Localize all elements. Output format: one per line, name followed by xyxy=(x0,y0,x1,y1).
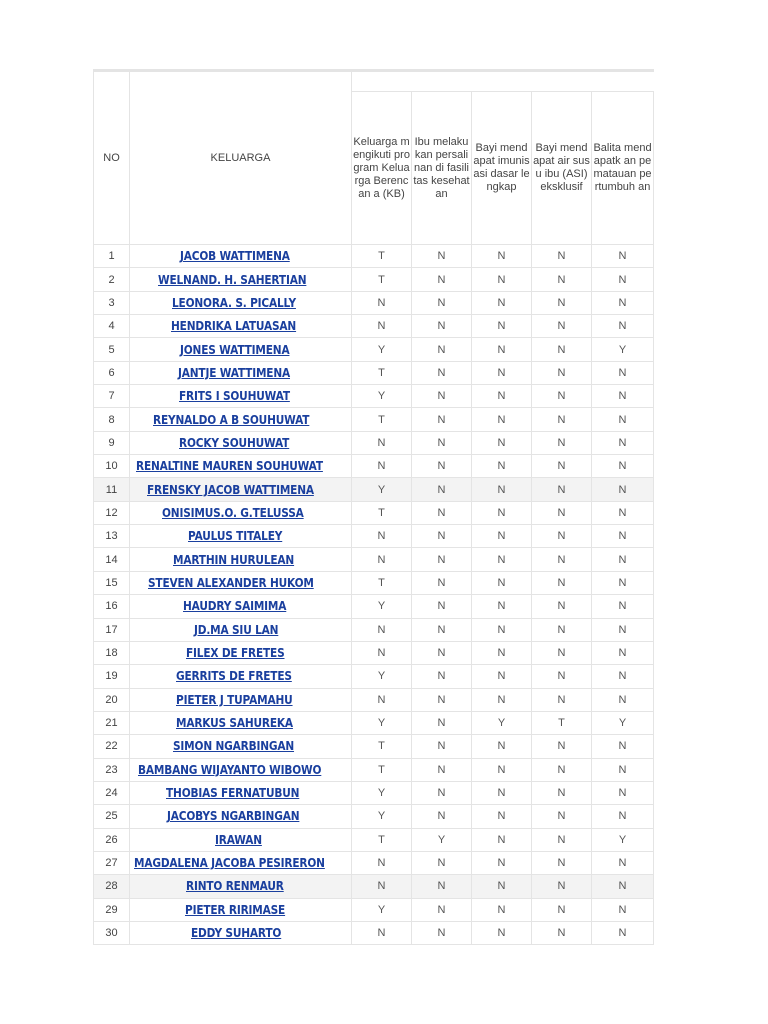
table-row xyxy=(94,735,654,758)
indicator-value: N xyxy=(592,361,654,384)
indicator-value: N xyxy=(472,478,532,501)
family-name-link[interactable]: GERRITS DE FRETES xyxy=(176,669,293,684)
family-name-cell xyxy=(130,665,352,688)
indicator-value: N xyxy=(472,548,532,571)
family-name-cell xyxy=(130,898,352,921)
indicator-value: N xyxy=(532,758,592,781)
indicator-value: Y xyxy=(352,898,412,921)
family-name-cell xyxy=(130,921,352,944)
indicator-value: N xyxy=(472,431,532,454)
header-keluarga: KELUARGA xyxy=(130,71,352,245)
indicator-value: N xyxy=(472,921,532,944)
indicator-value: Y xyxy=(352,805,412,828)
table-row xyxy=(94,828,654,851)
indicator-value: N xyxy=(412,805,472,828)
indicator-value: Y xyxy=(352,595,412,618)
indicator-value: N xyxy=(592,455,654,478)
table-row xyxy=(94,618,654,641)
indicator-value: N xyxy=(352,315,412,338)
row-number: 14 xyxy=(94,548,130,571)
indicator-value: T xyxy=(352,735,412,758)
indicator-value: N xyxy=(472,805,532,828)
table-row xyxy=(94,361,654,384)
family-name-cell xyxy=(130,688,352,711)
table-row xyxy=(94,478,654,501)
indicator-value: T xyxy=(352,501,412,524)
table-row xyxy=(94,805,654,828)
family-name-cell xyxy=(130,525,352,548)
indicator-value: N xyxy=(412,618,472,641)
row-number: 28 xyxy=(94,875,130,898)
indicator-value: N xyxy=(472,315,532,338)
indicator-value: N xyxy=(532,828,592,851)
indicator-value: N xyxy=(412,898,472,921)
row-number: 9 xyxy=(94,431,130,454)
table-row xyxy=(94,455,654,478)
table-row xyxy=(94,851,654,874)
indicator-value: Y xyxy=(352,478,412,501)
row-number: 30 xyxy=(94,921,130,944)
indicator-value: N xyxy=(532,735,592,758)
family-name-link[interactable]: JANTJE WATTIMENA xyxy=(178,365,291,380)
indicator-value: N xyxy=(472,338,532,361)
indicator-value: N xyxy=(472,245,532,268)
table-row xyxy=(94,338,654,361)
family-name-cell xyxy=(130,641,352,664)
header-indicator-persalinan: Ibu melakukan persalinan di fasilitas kesehatan xyxy=(412,92,472,245)
table-row xyxy=(94,431,654,454)
indicator-value: N xyxy=(472,618,532,641)
family-name-link[interactable]: PIETER RIRIMASE xyxy=(185,902,286,917)
indicator-value: N xyxy=(412,268,472,291)
indicator-value: N xyxy=(412,641,472,664)
family-name-link[interactable]: WELNAND. H. SAHERTIAN xyxy=(157,272,307,287)
indicator-value: N xyxy=(352,851,412,874)
indicator-value: N xyxy=(532,501,592,524)
indicator-value: N xyxy=(532,688,592,711)
family-name-cell xyxy=(130,291,352,314)
indicator-value: N xyxy=(532,851,592,874)
row-number: 6 xyxy=(94,361,130,384)
row-number: 13 xyxy=(94,525,130,548)
indicator-value: N xyxy=(352,431,412,454)
indicator-value: N xyxy=(592,781,654,804)
family-name-link[interactable]: BAMBANG WIJAYANTO WIBOWO xyxy=(137,762,322,777)
family-name-link[interactable]: SIMON NGARBINGAN xyxy=(173,739,295,754)
indicator-value: N xyxy=(352,618,412,641)
indicator-value: N xyxy=(412,571,472,594)
indicator-value: Y xyxy=(352,711,412,734)
row-number: 15 xyxy=(94,571,130,594)
family-name-link[interactable]: PIETER J TUPAMAHU xyxy=(175,692,293,707)
indicator-value: N xyxy=(592,548,654,571)
family-indicator-table xyxy=(93,69,654,945)
indicator-value: Y xyxy=(592,338,654,361)
family-name-cell xyxy=(130,851,352,874)
indicator-value: N xyxy=(412,875,472,898)
family-name-cell xyxy=(130,385,352,408)
row-number: 10 xyxy=(94,455,130,478)
indicator-value: N xyxy=(532,268,592,291)
indicator-value: N xyxy=(472,898,532,921)
family-name-cell xyxy=(130,315,352,338)
indicator-value: N xyxy=(532,641,592,664)
family-name-link[interactable]: FRENSKY JACOB WATTIMENA xyxy=(147,482,315,497)
indicator-value: Y xyxy=(352,338,412,361)
indicator-value: N xyxy=(592,268,654,291)
indicator-value: N xyxy=(592,595,654,618)
indicator-value: N xyxy=(532,431,592,454)
indicator-value: N xyxy=(472,571,532,594)
indicator-value: N xyxy=(412,501,472,524)
indicator-value: N xyxy=(472,268,532,291)
indicator-value: N xyxy=(472,385,532,408)
indicator-value: N xyxy=(412,431,472,454)
row-number: 24 xyxy=(94,781,130,804)
family-name-cell xyxy=(130,711,352,734)
table-row xyxy=(94,525,654,548)
indicator-value: N xyxy=(472,735,532,758)
indicator-value: N xyxy=(412,245,472,268)
indicator-value: Y xyxy=(352,665,412,688)
indicator-value: N xyxy=(412,921,472,944)
indicator-value: N xyxy=(412,665,472,688)
row-number: 2 xyxy=(94,268,130,291)
indicator-value: T xyxy=(352,245,412,268)
indicator-value: N xyxy=(592,431,654,454)
row-number: 22 xyxy=(94,735,130,758)
indicator-value: N xyxy=(412,385,472,408)
family-name-link[interactable]: EDDY SUHARTO xyxy=(190,926,281,941)
indicator-value: N xyxy=(412,548,472,571)
indicator-value: N xyxy=(532,361,592,384)
indicator-value: N xyxy=(532,898,592,921)
row-number: 21 xyxy=(94,711,130,734)
indicator-value: N xyxy=(412,781,472,804)
family-name-cell xyxy=(130,805,352,828)
indicator-value: N xyxy=(532,455,592,478)
indicator-value: N xyxy=(412,595,472,618)
indicator-value: N xyxy=(532,921,592,944)
indicator-value: N xyxy=(412,525,472,548)
family-name-cell xyxy=(130,408,352,431)
indicator-value: N xyxy=(592,898,654,921)
family-name-link[interactable]: PAULUS TITALEY xyxy=(188,529,283,544)
header-indicator-asi: Bayi mendapat air susu ibu (ASI) eksklusif xyxy=(532,92,592,245)
indicator-value: N xyxy=(592,618,654,641)
row-number: 1 xyxy=(94,245,130,268)
table-row xyxy=(94,758,654,781)
indicator-value: N xyxy=(532,525,592,548)
table-row xyxy=(94,898,654,921)
indicator-value: N xyxy=(472,525,532,548)
row-number: 8 xyxy=(94,408,130,431)
indicator-value: N xyxy=(412,338,472,361)
indicator-value: N xyxy=(592,688,654,711)
indicator-value: N xyxy=(592,758,654,781)
header-indicator-imunisasi: Bayi mendapat imunisasi dasar lengkap xyxy=(472,92,532,245)
family-name-cell xyxy=(130,548,352,571)
table-row xyxy=(94,385,654,408)
row-number: 16 xyxy=(94,595,130,618)
indicator-value: T xyxy=(532,711,592,734)
indicator-value: Y xyxy=(412,828,472,851)
row-number: 20 xyxy=(94,688,130,711)
indicator-value: T xyxy=(352,828,412,851)
indicator-value: Y xyxy=(592,828,654,851)
indicator-value: N xyxy=(412,361,472,384)
indicator-value: N xyxy=(472,851,532,874)
indicator-value: N xyxy=(592,571,654,594)
family-name-link[interactable]: MAGDALENA JACOBA PESIRERON xyxy=(133,856,325,871)
indicator-value: N xyxy=(592,805,654,828)
family-name-link[interactable]: JD.MA SIU LAN xyxy=(194,622,279,637)
indicator-value: N xyxy=(472,361,532,384)
row-number: 5 xyxy=(94,338,130,361)
row-number: 7 xyxy=(94,385,130,408)
indicator-value: N xyxy=(472,828,532,851)
row-number: 26 xyxy=(94,828,130,851)
indicator-value: N xyxy=(412,735,472,758)
indicator-value: N xyxy=(472,665,532,688)
indicator-value: Y xyxy=(472,711,532,734)
indicator-value: N xyxy=(532,478,592,501)
family-name-link[interactable]: LEONORA. S. PICALLY xyxy=(171,295,296,310)
indicator-value: Y xyxy=(592,711,654,734)
indicator-value: N xyxy=(592,875,654,898)
table-row xyxy=(94,921,654,944)
table-row xyxy=(94,291,654,314)
family-name-cell xyxy=(130,268,352,291)
indicator-value: N xyxy=(472,501,532,524)
indicator-value: N xyxy=(592,315,654,338)
family-name-link[interactable]: ROCKY SOUHUWAT xyxy=(179,435,290,450)
row-number: 19 xyxy=(94,665,130,688)
table-row xyxy=(94,408,654,431)
header-no: NO xyxy=(94,71,130,245)
header-indicator-pemantauan: Balita mendapatk an pematauan pertumbuh an xyxy=(592,92,654,245)
indicator-value: N xyxy=(412,711,472,734)
indicator-value: N xyxy=(592,291,654,314)
table-row xyxy=(94,688,654,711)
row-number: 3 xyxy=(94,291,130,314)
indicator-value: N xyxy=(592,641,654,664)
family-name-cell xyxy=(130,338,352,361)
indicator-value: N xyxy=(532,665,592,688)
family-name-link[interactable]: STEVEN ALEXANDER HUKOM xyxy=(147,575,314,590)
row-number: 25 xyxy=(94,805,130,828)
indicator-value: N xyxy=(472,781,532,804)
row-number: 27 xyxy=(94,851,130,874)
row-number: 17 xyxy=(94,618,130,641)
family-name-link[interactable]: HAUDRY SAIMIMA xyxy=(183,599,287,614)
indicator-value: N xyxy=(412,455,472,478)
family-name-cell xyxy=(130,758,352,781)
indicator-value: N xyxy=(472,875,532,898)
indicator-value: N xyxy=(472,758,532,781)
indicator-value: N xyxy=(592,735,654,758)
indicator-value: N xyxy=(352,291,412,314)
indicator-value: N xyxy=(592,851,654,874)
indicator-value: N xyxy=(592,385,654,408)
indicator-value: T xyxy=(352,758,412,781)
indicator-value: N xyxy=(472,641,532,664)
row-number: 18 xyxy=(94,641,130,664)
row-number: 11 xyxy=(94,478,130,501)
indicator-value: N xyxy=(472,455,532,478)
indicator-value: N xyxy=(412,291,472,314)
family-name-cell xyxy=(130,455,352,478)
indicator-value: N xyxy=(352,688,412,711)
family-name-cell xyxy=(130,478,352,501)
header-top-strip xyxy=(94,71,654,92)
indicator-value: T xyxy=(352,571,412,594)
table-row xyxy=(94,711,654,734)
table-row xyxy=(94,548,654,571)
indicator-value: N xyxy=(532,385,592,408)
family-name-link[interactable]: FRITS I SOUHUWAT xyxy=(179,389,290,404)
family-name-link[interactable]: REYNALDO A B SOUHUWAT xyxy=(153,412,310,427)
indicator-value: N xyxy=(412,478,472,501)
indicator-value: N xyxy=(592,408,654,431)
indicator-value: N xyxy=(352,548,412,571)
indicator-value: T xyxy=(352,408,412,431)
row-number: 4 xyxy=(94,315,130,338)
table-row xyxy=(94,245,654,268)
row-number: 29 xyxy=(94,898,130,921)
family-name-link[interactable]: MARTHIN HURULEAN xyxy=(173,552,295,567)
family-name-cell xyxy=(130,245,352,268)
family-name-link[interactable]: FILEX DE FRETES xyxy=(186,646,285,661)
indicator-value: N xyxy=(352,525,412,548)
indicator-value: N xyxy=(412,408,472,431)
family-name-link[interactable]: IRAWAN xyxy=(215,832,263,847)
indicator-value: Y xyxy=(352,781,412,804)
indicator-value: N xyxy=(352,875,412,898)
indicator-value: N xyxy=(412,758,472,781)
header-indicator-kb: Keluarga mengikuti program Keluarga Berencan a (KB) xyxy=(352,92,412,245)
indicator-value: N xyxy=(532,245,592,268)
family-name-cell xyxy=(130,875,352,898)
family-name-link[interactable]: JACOB WATTIMENA xyxy=(179,249,290,264)
family-name-cell xyxy=(130,361,352,384)
indicator-value: N xyxy=(472,595,532,618)
family-name-link[interactable]: ONISIMUS.O. G.TELUSSA xyxy=(161,505,304,520)
family-name-cell xyxy=(130,501,352,524)
indicator-value: N xyxy=(532,338,592,361)
table-row xyxy=(94,641,654,664)
indicator-value: N xyxy=(592,245,654,268)
indicator-value: N xyxy=(532,618,592,641)
indicator-value: N xyxy=(532,408,592,431)
indicator-value: T xyxy=(352,268,412,291)
indicator-value: T xyxy=(352,361,412,384)
family-name-cell xyxy=(130,618,352,641)
row-number: 23 xyxy=(94,758,130,781)
indicator-value: N xyxy=(592,525,654,548)
family-name-link[interactable]: MARKUS SAHUREKA xyxy=(175,716,293,731)
indicator-value: N xyxy=(592,921,654,944)
indicator-value: N xyxy=(472,291,532,314)
table-row xyxy=(94,781,654,804)
indicator-value: N xyxy=(412,851,472,874)
indicator-value: N xyxy=(592,501,654,524)
family-name-cell xyxy=(130,595,352,618)
family-name-link[interactable]: JACOBYS NGARBINGAN xyxy=(166,809,300,824)
indicator-value: N xyxy=(352,921,412,944)
indicator-value: N xyxy=(532,315,592,338)
indicator-value: N xyxy=(352,641,412,664)
header-group-cell xyxy=(352,71,654,92)
family-name-cell xyxy=(130,828,352,851)
indicator-value: N xyxy=(472,408,532,431)
indicator-value: N xyxy=(532,781,592,804)
family-name-link[interactable]: RENALTINE MAUREN SOUHUWAT xyxy=(135,459,323,474)
indicator-value: N xyxy=(592,478,654,501)
indicator-value: N xyxy=(472,688,532,711)
indicator-value: N xyxy=(532,875,592,898)
table-row xyxy=(94,665,654,688)
indicator-value: N xyxy=(592,665,654,688)
family-name-cell xyxy=(130,571,352,594)
family-name-cell xyxy=(130,431,352,454)
family-name-cell xyxy=(130,735,352,758)
family-name-link[interactable]: THOBIAS FERNATUBUN xyxy=(166,786,300,801)
indicator-value: N xyxy=(532,595,592,618)
family-name-cell xyxy=(130,781,352,804)
table-row xyxy=(94,875,654,898)
indicator-value: Y xyxy=(352,385,412,408)
table-row xyxy=(94,571,654,594)
table-row xyxy=(94,315,654,338)
row-number: 12 xyxy=(94,501,130,524)
family-name-link[interactable]: JONES WATTIMENA xyxy=(179,342,290,357)
table-row xyxy=(94,268,654,291)
family-name-link[interactable]: HENDRIKA LATUASAN xyxy=(170,319,297,334)
indicator-value: N xyxy=(532,548,592,571)
indicator-value: N xyxy=(412,315,472,338)
indicator-value: N xyxy=(352,455,412,478)
indicator-value: N xyxy=(532,571,592,594)
family-name-link[interactable]: RINTO RENMAUR xyxy=(186,879,285,894)
table-row xyxy=(94,595,654,618)
indicator-value: N xyxy=(532,291,592,314)
table-row xyxy=(94,501,654,524)
indicator-value: N xyxy=(412,688,472,711)
indicator-value: N xyxy=(532,805,592,828)
